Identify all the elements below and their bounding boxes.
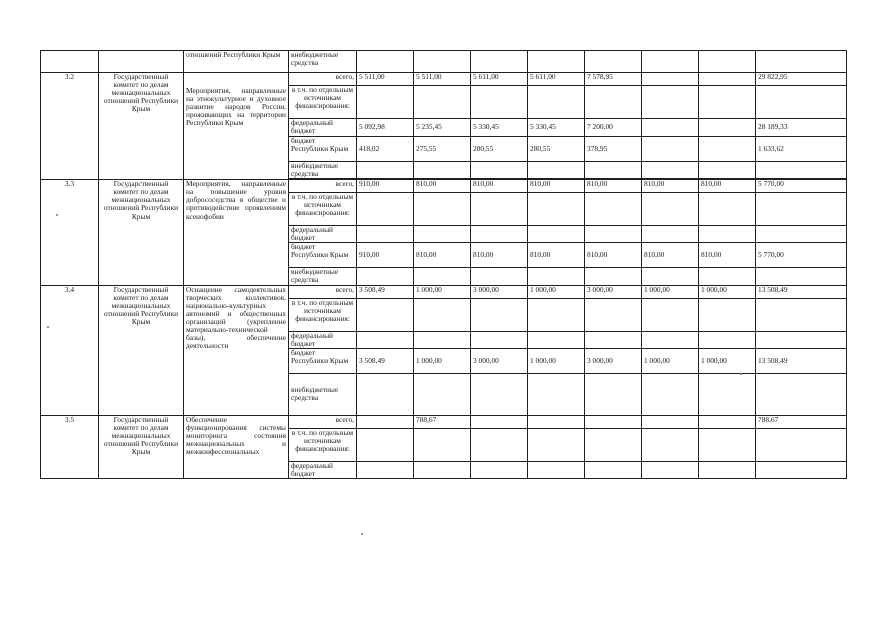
source-total: всего, <box>289 415 357 428</box>
scan-speck <box>56 214 58 216</box>
scan-speck <box>740 373 742 375</box>
value-cell <box>642 73 699 86</box>
source-federal: федеральный бюджет <box>289 461 357 478</box>
value-cell: 3 000,00 <box>471 348 528 373</box>
source-total: всего, <box>289 180 357 193</box>
value-cell: 5 235,45 <box>414 119 471 137</box>
value-cell <box>699 415 756 428</box>
budget-table <box>40 50 847 479</box>
value-cell: 5 330,45 <box>528 119 585 137</box>
source-extra: внебюджетные средства <box>289 373 357 415</box>
scan-speck <box>47 326 49 328</box>
value-cell: 5 611,00 <box>528 73 585 86</box>
value-cell: 7 200,00 <box>585 119 642 137</box>
value-cell: 3 508,49 <box>357 348 414 373</box>
source-incl: в т.ч. по отдельным источникам финансирования: <box>289 86 357 119</box>
value-cell: 5 770,00 <box>756 180 847 193</box>
value-cell: 280,55 <box>528 137 585 162</box>
value-cell: 810,00 <box>642 180 699 193</box>
measure-cell: Мероприятия, направленные на этнокультурное и духовное развитие народов России, проживающих на территории Республики Крым <box>184 73 289 180</box>
row-number: 3.2 <box>41 73 99 180</box>
value-cell <box>699 137 756 162</box>
value-cell: 3 000,00 <box>585 348 642 373</box>
value-cell: 280,55 <box>471 137 528 162</box>
row-number: 3.3 <box>41 180 99 285</box>
table-row <box>41 285 847 298</box>
value-cell: 810,00 <box>585 243 642 268</box>
table-row <box>41 73 847 86</box>
table-row <box>41 180 847 193</box>
value-cell <box>642 119 699 137</box>
source-incl: в т.ч. по отдельным источникам финансирования: <box>289 193 357 226</box>
value-cell: 5 511,00 <box>414 73 471 86</box>
value-cell: 788,67 <box>414 415 471 428</box>
value-cell: 1 000,00 <box>528 348 585 373</box>
value-cell: 810,00 <box>585 180 642 193</box>
value-cell: 1 000,00 <box>414 348 471 373</box>
value-cell: 3 000,00 <box>471 285 528 298</box>
value-cell: 810,00 <box>699 180 756 193</box>
value-cell <box>585 415 642 428</box>
value-cell: 5 511,00 <box>357 73 414 86</box>
value-cell <box>471 415 528 428</box>
value-cell: 5 770,00 <box>756 243 847 268</box>
value-cell: 1 633,62 <box>756 137 847 162</box>
value-cell: 1 000,00 <box>642 285 699 298</box>
org-cell: Государственный комитет по делам межнациональных отношений Республики Крым <box>99 180 184 285</box>
table-row <box>41 415 847 428</box>
scan-speck <box>361 533 363 535</box>
source-incl: в т.ч. по отдельным источникам финансирования: <box>289 298 357 331</box>
value-cell <box>699 119 756 137</box>
value-cell: 13 508,49 <box>756 285 847 298</box>
org-cell <box>99 51 184 73</box>
measure-cell: отношений Республики Крым <box>184 51 289 73</box>
value-cell <box>699 73 756 86</box>
value-cell: 810,00 <box>699 243 756 268</box>
value-cell: 378,95 <box>585 137 642 162</box>
measure-cell: Мероприятия, направленные на повышение уровня добрососедства в обществе и противодействие проявлениям ксенофобии <box>184 180 289 285</box>
org-cell: Государственный комитет по делам межнациональных отношений Республики Крым <box>99 285 184 415</box>
source-federal: федеральный бюджет <box>289 331 357 348</box>
value-cell: 3 000,00 <box>585 285 642 298</box>
value-cell: 810,00 <box>414 243 471 268</box>
value-cell: 7 578,95 <box>585 73 642 86</box>
source-extra: внебюджетные средства <box>289 51 357 73</box>
source-federal: федеральный бюджет <box>289 226 357 243</box>
num-cell <box>41 51 99 73</box>
source-total: всего, <box>289 285 357 298</box>
value-cell: 275,55 <box>414 137 471 162</box>
value-cell <box>642 137 699 162</box>
source-extra: внебюджетные средства <box>289 162 357 179</box>
value-cell: 418,02 <box>357 137 414 162</box>
org-cell: Государственный комитет по делам межнациональных отношений Республики Крым <box>99 73 184 180</box>
value-cell: 1 000,00 <box>699 285 756 298</box>
source-republic: бюджет Республики Крым <box>289 137 357 162</box>
value-cell: 910,00 <box>357 243 414 268</box>
value-cell: 1 000,00 <box>642 348 699 373</box>
value-cell <box>357 415 414 428</box>
value-cell: 1 000,00 <box>414 285 471 298</box>
value-cell: 810,00 <box>528 180 585 193</box>
value-cell: 810,00 <box>471 180 528 193</box>
value-cell: 788,67 <box>756 415 847 428</box>
value-cell <box>528 415 585 428</box>
table-row <box>41 51 847 73</box>
measure-cell: Оснащение самодеятельных творческих коллективов, национально-культурных автономий и общественных организаций (укрепление материально-технической базы), обеспечение деятельности <box>184 285 289 415</box>
value-cell: 910,00 <box>357 180 414 193</box>
value-cell: 5 330,45 <box>471 119 528 137</box>
value-cell: 1 000,00 <box>699 348 756 373</box>
source-republic: бюджет Республики Крым <box>289 243 357 268</box>
value-cell: 29 822,95 <box>756 73 847 86</box>
value-cell: 810,00 <box>414 180 471 193</box>
value-cell: 28 189,33 <box>756 119 847 137</box>
value-cell: 13 508,49 <box>756 348 847 373</box>
measure-cell: Обеспечение функционирования системы мониторинга состояния межнациональных и межконфессиональных <box>184 415 289 478</box>
value-cell: 5 092,98 <box>357 119 414 137</box>
org-cell: Государственный комитет по делам межнациональных отношений Республики Крым <box>99 415 184 478</box>
value-cell: 1 000,00 <box>528 285 585 298</box>
source-total: всего, <box>289 73 357 86</box>
source-federal: федеральный бюджет <box>289 119 357 137</box>
value-cell: 810,00 <box>642 243 699 268</box>
value-cell: 5 611,00 <box>471 73 528 86</box>
source-extra: внебюджетные средства <box>289 268 357 285</box>
value-cell: 810,00 <box>528 243 585 268</box>
value-cell: 810,00 <box>471 243 528 268</box>
row-number: 3.5 <box>41 415 99 478</box>
row-number: 3.4 <box>41 285 99 415</box>
value-cell: 3 508,49 <box>357 285 414 298</box>
source-incl: в т.ч. по отдельным источникам финансирования: <box>289 428 357 461</box>
value-cell <box>642 415 699 428</box>
source-republic: бюджет Республики Крым <box>289 348 357 373</box>
